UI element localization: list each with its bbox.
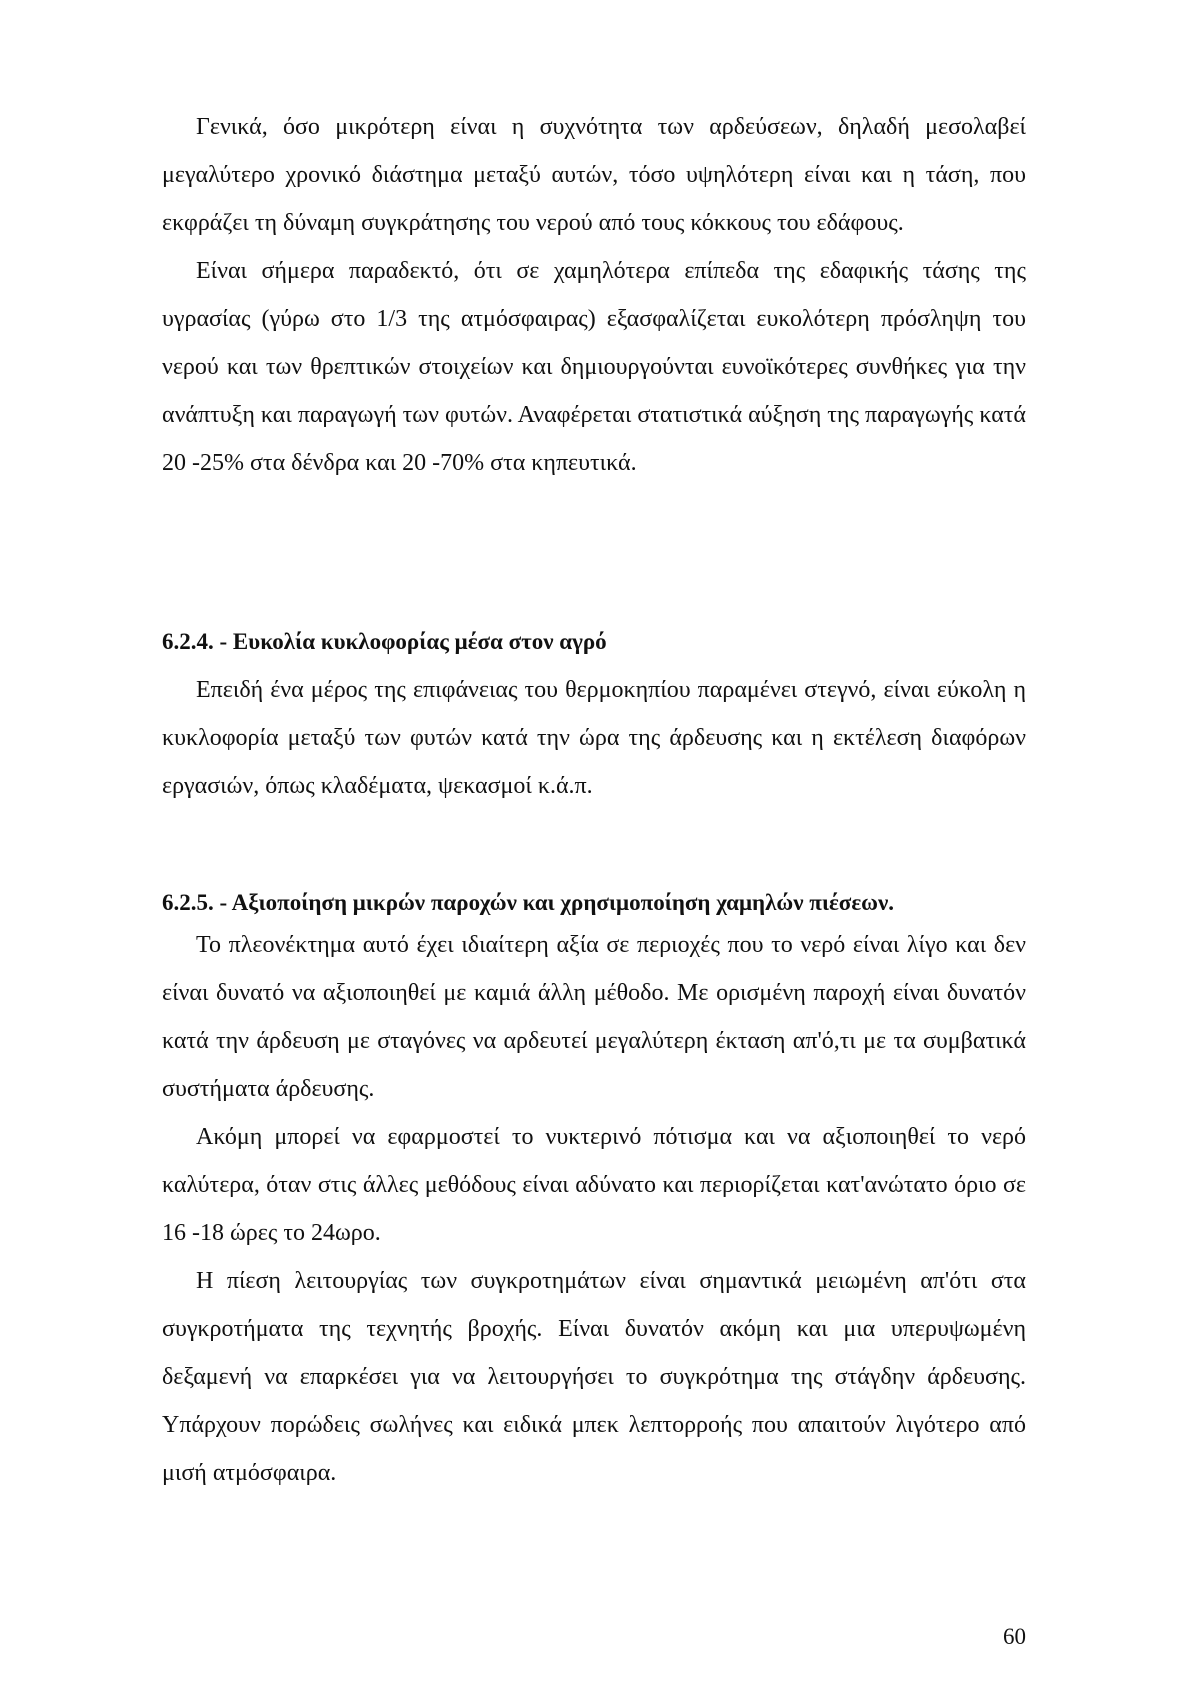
intro-text-block — [162, 103, 1026, 487]
section-6-2-4-paragraph-1: Επειδή ένα μέρος της επιφάνειας του θερμοκηπίου παραμένει στεγνό, είναι εύκολη η κυκλοφορία μεταξύ των φυτών κατά την ώρα της άρδευσης και η εκτέλεση διαφόρων εργασιών, όπως κλαδέματα, ψεκασμοί κ.ά.π. — [162, 677, 1026, 799]
section-6-2-4-text-block — [162, 666, 1026, 810]
intro-paragraph-2: Είναι σήμερα παραδεκτό, ότι σε χαμηλότερα επίπεδα της εδαφικής τάσης της υγρασίας (γύρω στο 1/3 της ατμόσφαιρας) εξασφαλίζεται ευκολότερη πρόσληψη του νερού και των θρεπτικών στοιχείων και δημιουργούνται ευνοϊκότερες συνθήκες για την ανάπτυξη και παραγωγή των φυτών. Αναφέρεται στατιστικά αύξηση της παραγωγής κατά 20 -25% στα δένδρα και 20 -70% στα κηπευτικά. — [162, 258, 1026, 476]
section-6-2-5-paragraph-2: Ακόμη μπορεί να εφαρμοστεί το νυκτερινό πότισμα και να αξιοποιηθεί το νερό καλύτερα, όταν στις άλλες μεθόδους είναι αδύνατο και περιορίζεται κατ'ανώτατο όριο σε 16 -18 ώρες το 24ωρο. — [162, 1124, 1026, 1246]
page-number: 60 — [1003, 1624, 1026, 1649]
section-6-2-5-paragraph-1: Το πλεονέκτημα αυτό έχει ιδιαίτερη αξία σε περιοχές που το νερό είναι λίγο και δεν είναι δυνατό να αξιοποιηθεί με καμιά άλλη μέθοδο. Με ορισμένη παροχή είναι δυνατόν κατά την άρδευση με σταγόνες να αρδευτεί μεγαλύτερη έκταση απ'ό,τι με τα συμβατικά συστήματα άρδευσης. — [162, 932, 1026, 1102]
section-heading-6-2-4: 6.2.4. - Ευκολία κυκλοφορίας μέσα στον αγρό — [162, 629, 607, 654]
section-6-2-5-text-block — [162, 921, 1026, 1497]
section-heading-6-2-5: 6.2.5. - Αξιοποίηση μικρών παροχών και χρησιμοποίηση χαμηλών πιέσεων. — [162, 890, 894, 915]
section-6-2-5-paragraph-3: Η πίεση λειτουργίας των συγκροτημάτων είναι σημαντικά μειωμένη απ'ότι στα συγκροτήματα της τεχνητής βροχής. Είναι δυνατόν ακόμη και μια υπερυψωμένη δεξαμενή να επαρκέσει για να λειτουργήσει το συγκρότημα της στάγδην άρδευσης. Υπάρχουν πορώδεις σωλήνες και ειδικά μπεκ λεπτορροής που απαιτούν λιγότερο από μισή ατμόσφαιρα. — [162, 1268, 1026, 1486]
intro-paragraph-1: Γενικά, όσο μικρότερη είναι η συχνότητα των αρδεύσεων, δηλαδή μεσολαβεί μεγαλύτερο χρονικό διάστημα μεταξύ αυτών, τόσο υψηλότερη είναι και η τάση, που εκφράζει τη δύναμη συγκράτησης του νερού από τους κόκκους του εδάφους. — [162, 114, 1026, 236]
